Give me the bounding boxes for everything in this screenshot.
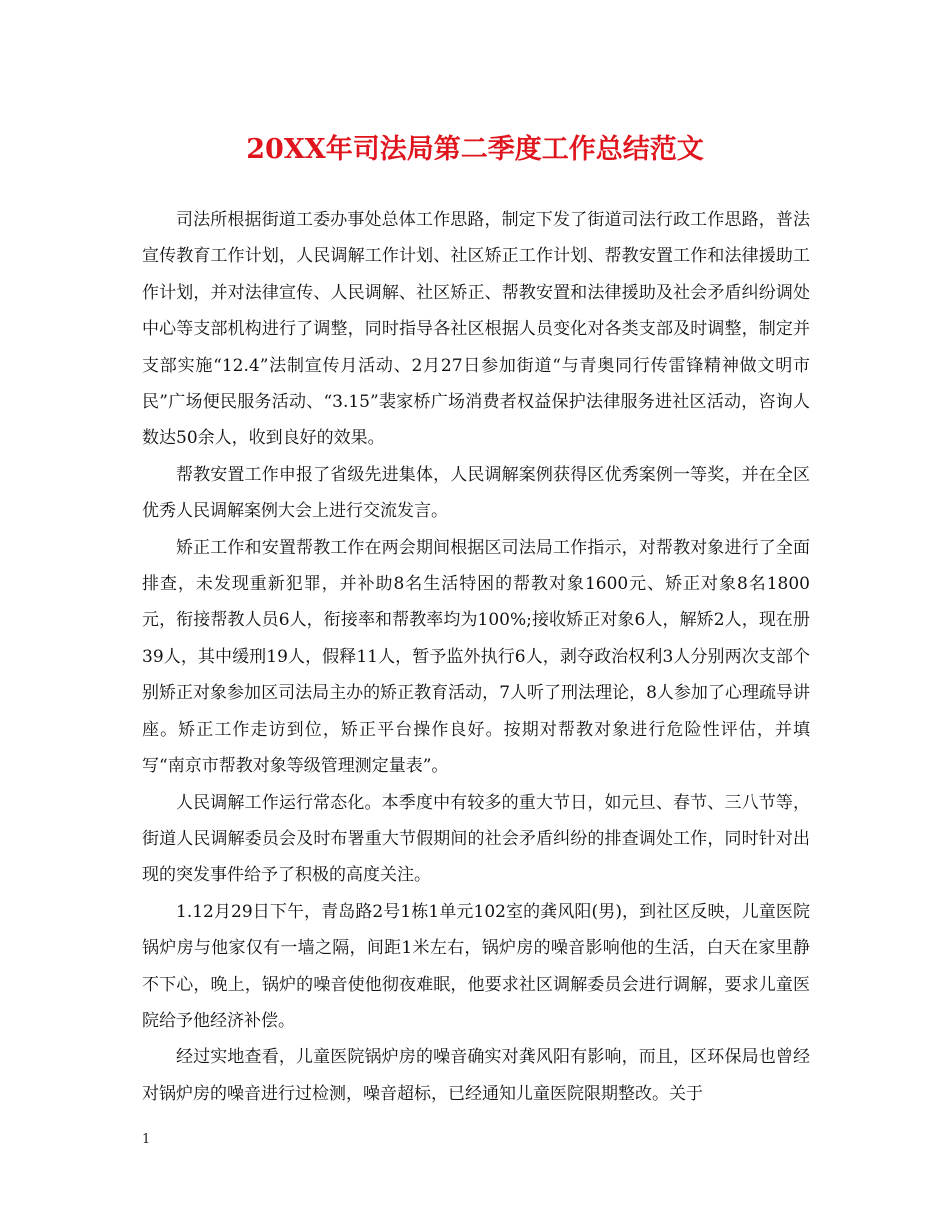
page-number: 1 — [142, 1132, 151, 1147]
paragraph-mediation-work: 人民调解工作运行常态化。本季度中有较多的重大节日，如元旦、春节、三八节等，街道人民调解委员会及时布署重大节假期间的社会矛盾纠纷的排查调处工作，同时针对出现的突发事件给予了积极的高度关注。 — [142, 792, 810, 886]
paragraph-correction-work: 矫正工作和安置帮教工作在两会期间根据区司法局工作指示，对帮教对象进行了全面排查，未发现重新犯罪，并补助8名生活特困的帮教对象1600元、矫正对象8名1800元，衔接帮教人员6人，衔接率和帮教率均为100%;接收矫正对象6人，解矫2人，现在册39人，其中缓刑19人，假释11人，暂予监外执行6人，剥夺政治权利3人分别两次支部个别矫正对象参加区司法局主办的矫正教育活动，7人听了刑法理论，8人参加了心理疏导讲座。矫正工作走访到位，矫正平台操作良好。按期对帮教对象进行危险性评估，并填写“南京市帮教对象等级管理测定量表”。 — [142, 537, 810, 777]
paragraph-awards: 帮教安置工作申报了省级先进集体，人民调解案例获得区优秀案例一等奖，并在全区优秀人民调解案例大会上进行交流发言。 — [142, 464, 810, 522]
document-title: 20XX年司法局第二季度工作总结范文 — [246, 134, 704, 165]
paragraph-case-one: 1.12月29日下午，青岛路2号1栋1单元102室的龚风阳(男)，到社区反映，儿童医院锅炉房与他家仅有一墙之隔，间距1米左右，锅炉房的噪音影响他的生活，白天在家里静不下心，晚上，锅炉的噪音使他彻夜难眠，他要求社区调解委员会进行调解，要求儿童医院给予他经济补偿。 — [142, 901, 810, 1031]
paragraph-legal-work-plan: 司法所根据街道工委办事处总体工作思路，制定下发了街道司法行政工作思路，普法宣传教育工作计划，人民调解工作计划、社区矫正工作计划、帮教安置工作和法律援助工作计划，并对法律宣传、人民调解、社区矫正、帮教安置和法律援助及社会矛盾纠纷调处中心等支部机构进行了调整，同时指导各社区根据人员变化对各类支部及时调整，制定并支部实施“12.4”法制宣传月活动、2月27日参加街道“与青奥同行传雷锋精神做文明市民”广场便民服务活动、“3.15”裴家桥广场消费者权益保护法律服务进社区活动，咨询人数达50余人，收到良好的效果。 — [142, 210, 810, 449]
document-body — [142, 202, 810, 1112]
paragraph-site-inspection: 经过实地查看，儿童医院锅炉房的噪音确实对龚风阳有影响，而且，区环保局也曾经对锅炉房的噪音进行过检测，噪音超标，已经通知儿童医院限期整改。关于 — [142, 1047, 810, 1104]
